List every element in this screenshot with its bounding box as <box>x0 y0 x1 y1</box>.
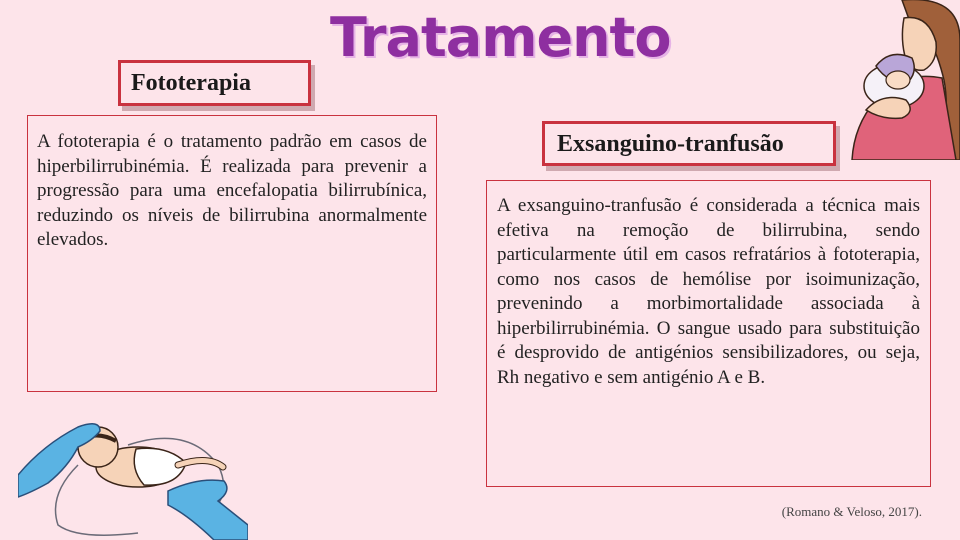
citation: (Romano & Veloso, 2017). <box>781 504 922 519</box>
fototerapia-label: Fototerapia <box>118 60 311 106</box>
exsanguino-text-box <box>486 180 931 487</box>
newborn-phototherapy-icon <box>18 405 248 540</box>
fototerapia-text: A fototerapia é o tratamento padrão em casos de hiperbilirrubinémia. É realizada para prevenir a progressão para uma encefalopatia bilirrubínica, reduzindo os níveis de bilirrubina anormalmente elevados. <box>37 131 427 250</box>
page-title: Tratamento <box>330 6 671 69</box>
fototerapia-text-box <box>27 115 437 392</box>
exsanguino-text: A exsanguino-tranfusão é considerada a técnica mais efetiva na remoção de bilirrubina, sendo particularmente útil em casos refratários à fototerapia, como nos casos de hemólise por isoimunização, prevenindo a morbimortalidade associada à hiperbilirrubinémia. O sangue usado para substituição é desprovido de antigénios sensibilizadores, ou seja, Rh negativo e sem antigénio A e B. <box>497 195 920 388</box>
mother-holding-baby-icon <box>832 0 960 160</box>
exsanguino-label: Exsanguino-tranfusão <box>542 121 836 166</box>
